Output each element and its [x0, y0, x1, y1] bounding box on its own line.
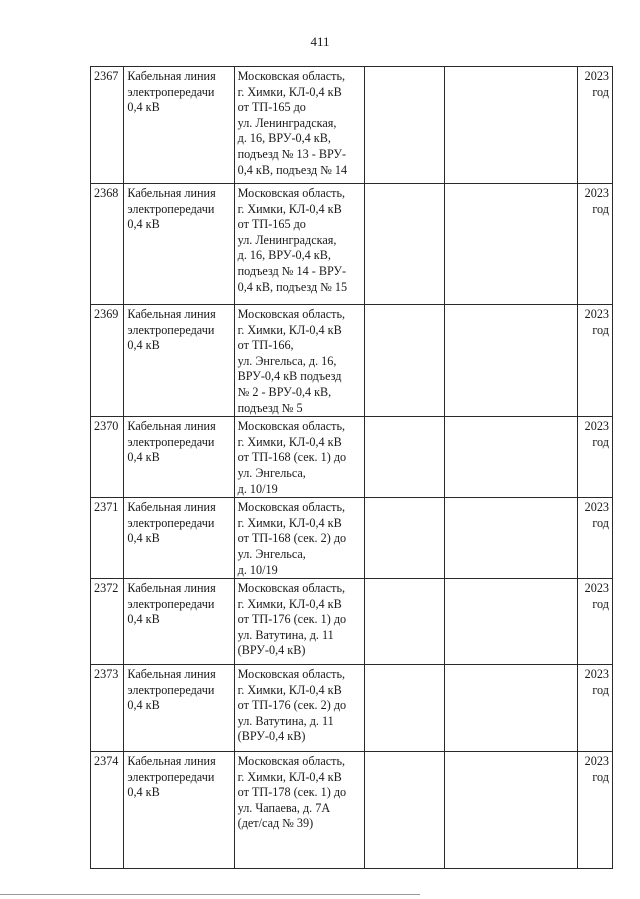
empty-cell — [365, 184, 445, 305]
object-name-text: Кабельная линия электропередачи 0,4 кВ — [127, 667, 216, 713]
object-name — [124, 498, 234, 579]
object-name-text: Кабельная линия электропередачи 0,4 кВ — [127, 581, 216, 627]
object-name-text: Кабельная линия электропередачи 0,4 кВ — [127, 307, 216, 353]
row-number: 2373 — [91, 665, 124, 752]
year-cell — [577, 305, 612, 417]
year-text: 2023 год — [584, 307, 609, 337]
year-cell — [577, 498, 612, 579]
object-location-text: Московская область, г. Химки, КЛ-0,4 кВ от ТП-165 до ул. Ленинградская, д. 16, ВРУ-0,4 кВ, подъезд № 13 - ВРУ- 0,4 кВ, подъезд № 14 — [237, 69, 348, 177]
registry-table-body — [91, 67, 613, 869]
table-row — [91, 67, 613, 184]
table-row — [91, 665, 613, 752]
object-name-text: Кабельная линия электропередачи 0,4 кВ — [127, 186, 216, 232]
object-name-text: Кабельная линия электропередачи 0,4 кВ — [127, 754, 216, 800]
table-row — [91, 417, 613, 498]
table-row — [91, 752, 613, 869]
object-location-text: Московская область, г. Химки, КЛ-0,4 кВ от ТП-168 (сек. 1) до ул. Энгельса, д. 10/19 — [237, 419, 347, 496]
empty-cell — [445, 184, 578, 305]
object-location — [234, 498, 365, 579]
year-text: 2023 год — [584, 186, 609, 216]
row-number: 2367 — [91, 67, 124, 184]
object-location-text: Московская область, г. Химки, КЛ-0,4 кВ от ТП-176 (сек. 1) до ул. Ватутина, д. 11 (ВРУ-0,4 кВ) — [237, 581, 347, 658]
object-name — [124, 665, 234, 752]
empty-cell — [445, 752, 578, 869]
table-row — [91, 498, 613, 579]
empty-cell — [445, 579, 578, 665]
table-row — [91, 305, 613, 417]
empty-cell — [445, 498, 578, 579]
empty-cell — [365, 752, 445, 869]
object-location — [234, 184, 365, 305]
object-location-text: Московская область, г. Химки, КЛ-0,4 кВ от ТП-166, ул. Энгельса, д. 16, ВРУ-0,4 кВ подъезд № 2 - ВРУ-0,4 кВ, подъезд № 5 — [237, 307, 346, 415]
year-cell — [577, 579, 612, 665]
object-location-text: Московская область, г. Химки, КЛ-0,4 кВ от ТП-165 до ул. Ленинградская, д. 16, ВРУ-0,4 кВ, подъезд № 14 - ВРУ- 0,4 кВ, подъезд № 15 — [237, 186, 348, 294]
object-name — [124, 67, 234, 184]
empty-cell — [445, 67, 578, 184]
empty-cell — [365, 305, 445, 417]
row-number: 2374 — [91, 752, 124, 869]
scan-edge-rule — [0, 894, 420, 895]
year-cell — [577, 752, 612, 869]
row-number: 2371 — [91, 498, 124, 579]
year-text: 2023 год — [584, 754, 609, 784]
object-name — [124, 417, 234, 498]
row-number: 2372 — [91, 579, 124, 665]
empty-cell — [365, 67, 445, 184]
page-number: 411 — [310, 34, 330, 49]
empty-cell — [365, 498, 445, 579]
object-name — [124, 184, 234, 305]
object-name — [124, 752, 234, 869]
object-name-text: Кабельная линия электропередачи 0,4 кВ — [127, 69, 216, 115]
row-number: 2368 — [91, 184, 124, 305]
year-text: 2023 год — [584, 500, 609, 530]
object-location-text: Московская область, г. Химки, КЛ-0,4 кВ от ТП-178 (сек. 1) до ул. Чапаева, д. 7А (дет/сад № 39) — [237, 754, 347, 831]
empty-cell — [445, 665, 578, 752]
object-name-text: Кабельная линия электропередачи 0,4 кВ — [127, 500, 216, 546]
empty-cell — [445, 417, 578, 498]
object-name — [124, 579, 234, 665]
object-location — [234, 752, 365, 869]
year-text: 2023 год — [584, 69, 609, 99]
empty-cell — [365, 579, 445, 665]
empty-cell — [365, 665, 445, 752]
table-row — [91, 184, 613, 305]
year-text: 2023 год — [584, 419, 609, 449]
year-cell — [577, 417, 612, 498]
object-location — [234, 665, 365, 752]
empty-cell — [445, 305, 578, 417]
row-number: 2370 — [91, 417, 124, 498]
table-row — [91, 579, 613, 665]
year-cell — [577, 184, 612, 305]
object-name — [124, 305, 234, 417]
year-cell — [577, 665, 612, 752]
registry-table — [90, 66, 613, 869]
object-location — [234, 417, 365, 498]
row-number: 2369 — [91, 305, 124, 417]
object-location — [234, 579, 365, 665]
year-cell — [577, 67, 612, 184]
object-location-text: Московская область, г. Химки, КЛ-0,4 кВ от ТП-176 (сек. 2) до ул. Ватутина, д. 11 (ВРУ-0,4 кВ) — [237, 667, 347, 744]
object-location — [234, 305, 365, 417]
empty-cell — [365, 417, 445, 498]
object-name-text: Кабельная линия электропередачи 0,4 кВ — [127, 419, 216, 465]
year-text: 2023 год — [584, 581, 609, 611]
object-location-text: Московская область, г. Химки, КЛ-0,4 кВ от ТП-168 (сек. 2) до ул. Энгельса, д. 10/19 — [237, 500, 347, 577]
object-location — [234, 67, 365, 184]
year-text: 2023 год — [584, 667, 609, 697]
